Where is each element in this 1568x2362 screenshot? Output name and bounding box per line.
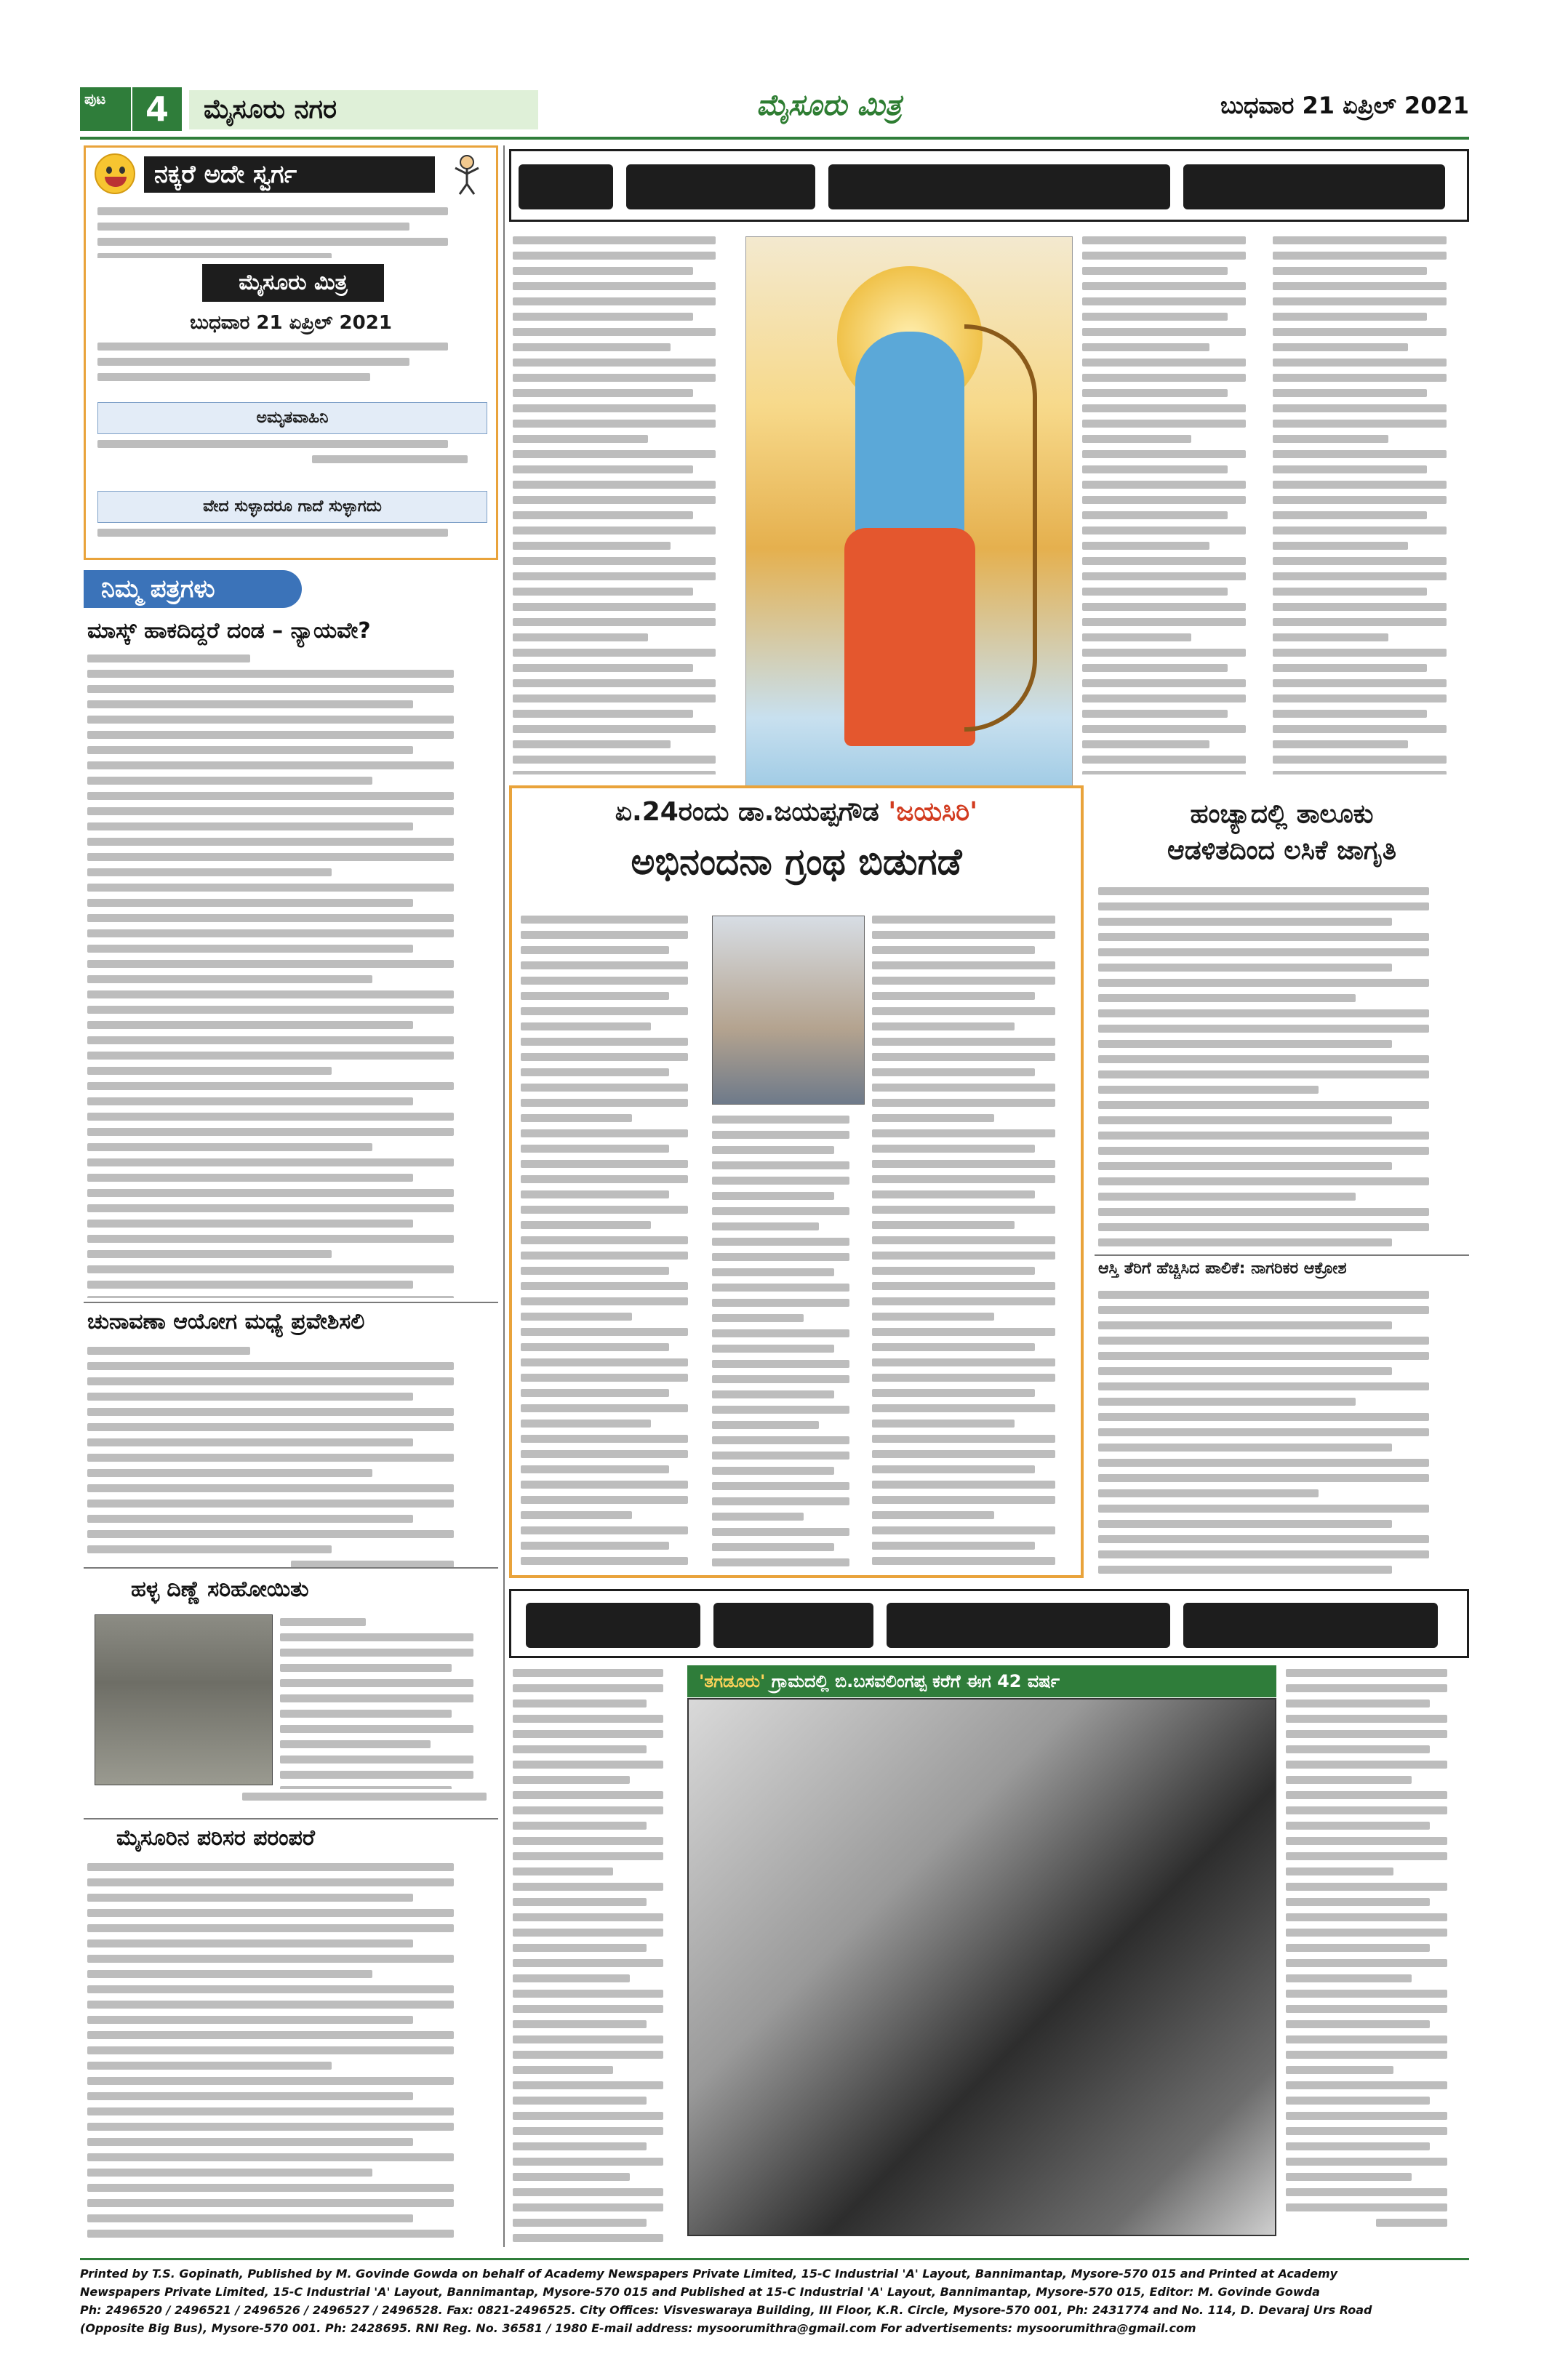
letter-mask-fine-body <box>87 654 495 1298</box>
letter-mask-fine-headline: ಮಾಸ್ಕ್ ಹಾಕದಿದ್ದರೆ ದಂಡ – ನ್ಯಾಯವೇ? <box>87 618 371 644</box>
joke-text <box>97 207 487 258</box>
amrutha-banner: ಅಮೃತವಾಹಿನಿ <box>97 402 487 434</box>
letter-heritage-headline: ಮೈಸೂರಿನ ಪರಿಸರ ಪರಂಪರೆ <box>116 1825 315 1851</box>
section-name: ಮೈಸೂರು ನಗರ <box>189 90 538 129</box>
column-divider <box>503 145 505 2247</box>
dr-jayappagowda-photo <box>712 916 865 1105</box>
divider <box>1095 1254 1469 1256</box>
brand-logo: ಮೈಸೂರು ಮಿತ್ರ <box>756 89 902 122</box>
joke-box <box>84 145 498 560</box>
letter-heritage-body <box>87 1863 495 2245</box>
divider <box>84 1567 498 1569</box>
imprint-brand: ಮೈಸೂರು ಮಿತ್ರ <box>202 264 384 302</box>
letter-election-headline: ಚುನಾವಣಾ ಆಯೋಗ ಮಧ್ಯೆ ಪ್ರವೇಶಿಸಲಿ <box>87 1309 365 1334</box>
bottom-story-col-3 <box>1286 1669 1465 2243</box>
letter-pothole-headline: ಹಳ್ಳ ದಿಣ್ಣೆ ಸರಿಹೋಯಿತು <box>131 1577 309 1602</box>
letter-election-body <box>87 1347 495 1580</box>
property-tax-story-body <box>1098 1291 1465 1574</box>
page-label: ಪುಟ <box>80 87 131 131</box>
amrutha-text <box>97 440 487 484</box>
book-release-title: ಅಭಿನಂದನಾ ಗ್ರಂಥ ಬಿಡುಗಡೆ <box>631 841 962 883</box>
bottom-story-col-1 <box>513 1669 680 2243</box>
property-tax-headline: ಆಸ್ತಿ ತೆರಿಗೆ ಹೆಚ್ಚಿಸಿದ ಪಾಲಿಕೆ: ನಾಗರಿಕರ ಆಕ್ರೋಶ <box>1098 1260 1347 1278</box>
vaccine-headline-line-1: ಹಂಚ್ಯಾದಲ್ಲಿ ತಾಲೂಕು <box>1190 799 1374 829</box>
divider <box>84 1302 498 1303</box>
pothole-photo <box>95 1614 273 1785</box>
lead-story-col-1 <box>513 236 738 774</box>
footer-line: Newspapers Private Limited, 15-C Industrial 'A' Layout, Bannimantap, Mysore-570 015 and Published at 15-C Industrial 'A' Layout, Bannimantap, Mysore-570 015, Editor: M. Govinde Gowda <box>80 2285 1320 2299</box>
letters-section-header <box>84 567 498 611</box>
footer-line: (Opposite Big Bus), Mysore-570 001. Ph: 2428695. RNI Reg. No. 36581 / 1980 E-mail address: mysoorumithra@gmail.com For advertisements: mysoorumithra@gmail.com <box>80 2321 1196 2335</box>
masthead <box>80 87 1469 134</box>
book-release-story <box>509 785 1084 1578</box>
bottom-headline-banner <box>509 1589 1469 1658</box>
lord-rama-illustration <box>745 236 1073 804</box>
book-release-col-3 <box>872 916 1076 1570</box>
lead-headline <box>519 164 1460 209</box>
footer-line: Ph: 2496520 / 2496521 / 2496526 / 2496527 / 2496528. Fax: 0821-2496525. City Offices: Visveswaraya Building, III Floor, K.R. Circle, Mysore-570 001, Ph: 2431774 and No. 114, D. Devaraj Urs Road <box>80 2303 1372 2317</box>
vaccine-awareness-headline <box>1095 796 1469 876</box>
lead-headline-banner <box>509 149 1469 222</box>
book-release-col-1 <box>521 916 706 1570</box>
book-release-kicker: ಏ.24ರಂದು ಡಾ.ಜಯಪ್ಪಗೌಡ 'ಜಯಸಿರಿ' <box>615 797 978 827</box>
footer-line: Printed by T.S. Gopinath, Published by M. Govinde Gowda on behalf of Academy Newspapers Private Limited, 15-C Industrial 'A' Layout, Bannimantap, Mysore-570 015 and Printed at Academy <box>80 2267 1338 2281</box>
proverb-banner: ವೇದ ಸುಳ್ಳಾದರೂ ಗಾದೆ ಸುಳ್ಳಾಗದು <box>97 491 487 523</box>
joke-header <box>86 148 496 199</box>
letters-title: ನಿಮ್ಮ ಪತ್ರಗಳು <box>84 570 302 608</box>
divider <box>84 1818 498 1819</box>
laughing-face-icon <box>95 153 135 194</box>
village-name: 'ತಗಡೂರು' <box>699 1671 766 1692</box>
book-release-col-2 <box>712 1116 865 1570</box>
page-number: 4 <box>131 87 182 131</box>
bottom-headline <box>526 1603 1452 1648</box>
imprint-text <box>97 343 487 393</box>
vaccine-story-body <box>1098 887 1465 1251</box>
book-release-banner <box>512 788 1081 897</box>
lead-story-col-4 <box>1273 236 1465 774</box>
proverb-text <box>97 529 487 551</box>
letter-pothole-signature <box>87 1793 495 1814</box>
imprint-date: ಬುಧವಾರ 21 ಏಪ್ರಿಲ್ 2021 <box>190 312 392 334</box>
masthead-rule <box>80 137 1469 140</box>
issue-date: ಬುಧವಾರ 21 ಏಪ್ರಿಲ್ 2021 <box>1220 92 1469 119</box>
village-anniversary-tag <box>687 1665 1276 1697</box>
vaccine-headline-line-2: ಆಡಳಿತದಿಂದ ಲಸಿಕೆ ಜಾಗೃತಿ <box>1167 836 1396 865</box>
village-anniversary-text: ಗ್ರಾಮದಲ್ಲಿ ಬಿ.ಬಸವಲಿಂಗಪ್ಪ ಕರೆಗೆ ಈಗ 42 ವರ್ಷ <box>771 1671 1060 1692</box>
joke-title: ನಕ್ಕರೆ ಅದೇ ಸ್ವರ್ಗ <box>144 156 435 193</box>
lead-story-col-3 <box>1082 236 1264 774</box>
cartoon-figure-icon <box>445 152 489 196</box>
historic-bw-photo <box>687 1698 1276 2236</box>
print-line-footer <box>80 2258 1469 2338</box>
letter-pothole-body <box>280 1618 495 1789</box>
